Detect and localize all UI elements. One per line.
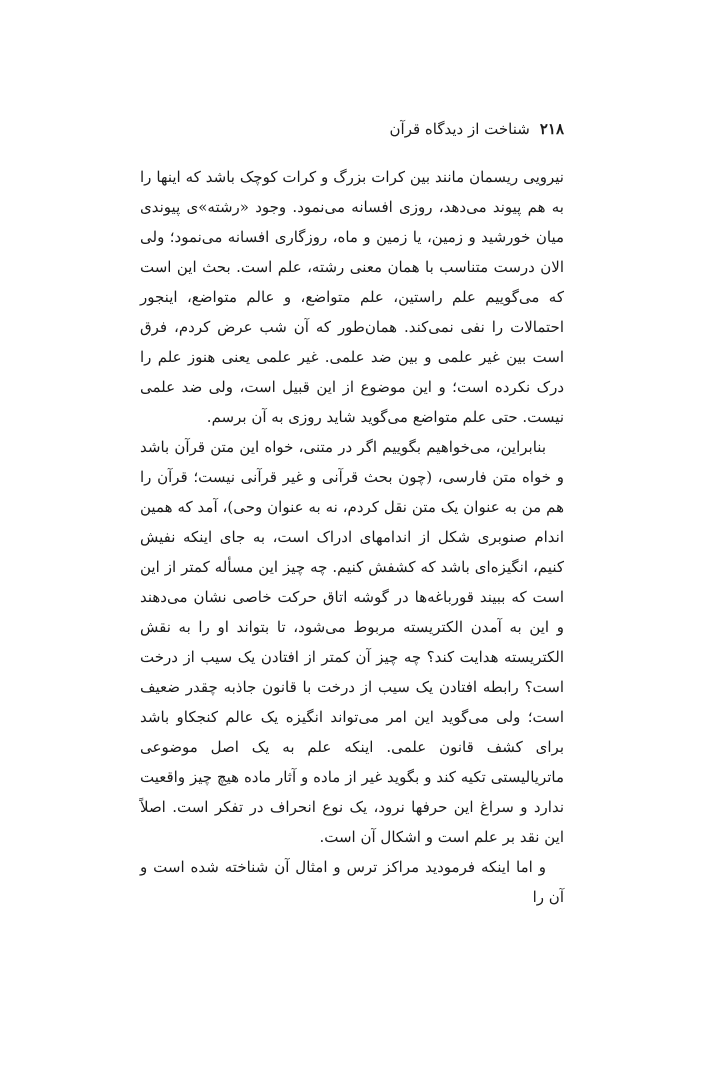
page-number: ۲۱۸	[539, 120, 564, 138]
body-text	[140, 162, 564, 912]
running-header	[134, 120, 564, 144]
running-header-title: شناخت از دیدگاه قرآن	[389, 120, 530, 138]
paragraph-2: بنابراین، می‌خواهیم بگوییم اگر در متنی، خواه این متن قرآن باشد و خواه متن فارسی، (چون بحث قرآنی و غیر قرآنی نیست؛ قرآن را هم من به عنوان یک متن نقل کردم، نه به عنوان وحی)، آمد که همین اندام صنوبری شکل از اندامهای ادراک است، به جای اینکه نفیش کنیم، انگیزه‌ای باشد که کشفش کنیم. چه چیز این مسأله کمتر از این است که ببیند قورباغه‌ها در گوشه اتاق حرکت خاصی نشان می‌دهند و این به آمدن الکتریسته مربوط می‌شود، تا بتواند او را به نقش الکتریسته هدایت کند؟ چه چیز آن کمتر از افتادن یک سیب از درخت است؟ رابطه افتادن یک سیب از درخت با قانون جاذبه چقدر ضعیف است؛ ولی می‌گوید این امر می‌تواند انگیزه یک عالم کنجکاو باشد برای کشف قانون علمی. اینکه علم به یک اصل موضوعی ماتریالیستی تکیه کند و بگوید غیر از ماده و آثار ماده هیچ چیز واقعیت ندارد و سراغ این حرفها نرود، یک نوع انحراف در تفکر است. اصلاً این نقد بر علم است و اشکال آن است.	[140, 438, 564, 846]
paragraph-3: و اما اینکه فرمودید مراکز ترس و امثال آن شناخته شده است و آن را	[140, 858, 564, 906]
paragraph-1: نیرویی ریسمان مانند بین کرات بزرگ و کرات کوچک باشد که اینها را به هم پیوند می‌دهد، روزی افسانه می‌نمود. وجود «رشته»ی پیوندی میان خورشید و زمین، یا زمین و ماه، روزگاری افسانه می‌نمود؛ ولی الان درست متناسب با همان معنی رشته، علم است. بحث این است که می‌گوییم علم راستین، علم متواضع، و عالم متواضع، اینجور احتمالات را نفی نمی‌کند. همان‌طور که آن شب عرض کردم، فرق است بین غیر علمی و بین ضد علمی. غیر علمی یعنی هنوز علم را درک نکرده است؛ و این موضوع از این قبیل است، ولی ضد علمی نیست. حتی علم متواضع می‌گوید شاید روزی به آن برسم.	[140, 168, 564, 426]
